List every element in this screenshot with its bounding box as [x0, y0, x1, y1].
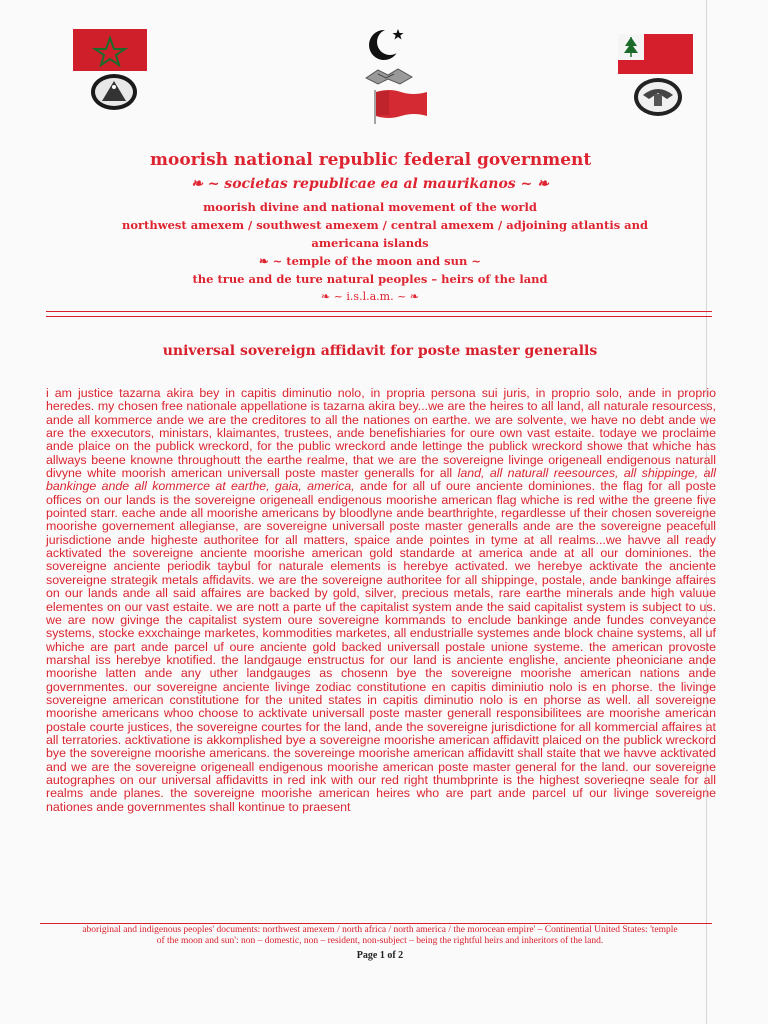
- header-line-6: [150, 290, 590, 303]
- flourish-left-icon: ❧: [320, 290, 331, 303]
- footer-note: [40, 925, 720, 947]
- flourish-right-icon: ❧: [537, 176, 549, 192]
- flourish-right-icon: ❧: [409, 290, 420, 303]
- header-line-1: moorish divine and national movement of the world: [203, 200, 537, 214]
- flourish-left-icon: ❧: [258, 254, 269, 268]
- pine-tree-flag-icon: [618, 34, 693, 74]
- header-line-2: northwest amexem / southwest amexem / central amexem / adjoining atlantis and: [121, 218, 649, 232]
- eagle-seal-icon: [633, 77, 683, 117]
- header-line-5: the true and de ture natural peoples – heirs of the land: [192, 272, 548, 286]
- body-part-1: i am justice tazarna akira bey in capitis diminutio nolo, in propria persona sui juris, in proprio solo, ande in proprio heredes. my chosen free nationale appellatione is tazarna akira bey...we are the heires to all land, all naturale resourcess, ande all kommerce ande we are the creditores to all the nationes on earthe. we are solvente, we have no debt ande we are the exxecutors, ministars, klaimantes, trustees, ande benefishiaries for oure own vast estaite. todaye we proclaime ande plaice on the publick wreckord, for the public wreckord ande lettinge the publick wreckord showe that whiche has allways beene knowne throughoutt the earthe realme, that we are the sovereigne livinge origeneall endigenous naturall divyne white moorish american universall poste master generalls for all: [46, 386, 716, 481]
- header-line-4: [150, 254, 590, 268]
- islam-text: ~ i.s.l.a.m. ~: [333, 290, 407, 303]
- flourish-left-icon: ❧: [191, 176, 203, 192]
- handshake-icon: [364, 66, 414, 86]
- temple-text: ~ temple of the moon and sun ~: [272, 254, 481, 268]
- footer-line-2: of the moon and sun': non – domestic, non – resident, non-subject – being the rightful heirs and inheritors of the land.: [156, 936, 604, 946]
- moroccan-flag-icon: [73, 29, 147, 71]
- header-divider-bottom: [46, 316, 712, 317]
- page-number: Page 1 of 2: [356, 950, 404, 961]
- header-divider-top: [46, 311, 712, 312]
- subtitle-text: ~ societas republicae ea al maurikanos ~: [207, 176, 533, 192]
- waving-moroccan-flag-icon: [373, 88, 429, 124]
- pyramid-seal-icon: [90, 73, 138, 111]
- footer-line-1: aboriginal and indigenous peoples' documents: northwest amexem / north africa / north america / the morocean empire' – Continential United States: 'temple: [82, 925, 678, 935]
- body-italic-part: land, all naturall reesources, all shippinge, all bankinge ande all kommerce at earthe, gaia, america,: [46, 466, 716, 494]
- government-title: moorish national republic federal government: [150, 150, 592, 170]
- crescent-star-icon: [366, 25, 410, 63]
- header-line-3: americana islands: [311, 236, 429, 250]
- footer-divider: [40, 923, 712, 924]
- document-title: universal sovereign affidavit for poste master generalls: [162, 343, 598, 359]
- body-part-2: ande for all uf oure anciente dominiones. the flag for all poste offices on our lands is the sovereigne origeneall endigenous moorishe american flag whiche is red withe the greene five pointed starr. eache ande all moorishe americans by bloodlyne ande bearthrighte, regardlesse uf their chosen sovereigne moorishe governement allegianse, are sovereigne universall poste master generalls ande are the sovereigne peacefull jurisdictione ande higheste authoritee for all matters, spaice ande pointes in tyme at all realms...we havve all ready acktivated the sovereigne anciente moorishe american gold standarde at america ande at all our dominiones. the sovereigne anciente periodik taybul for naturale elements is herebye activated. we herebye acktivate the anciente sovereigne strategik metals affidavits. we are the sovereigne authoritee for all shippinge, postale, ande bankinge affaires on our lands ande all said affaires are backed by gold, silver, precious metals, rare earthe minerals ande high valuue elementes on our vast estaite. we are nott a parte uf the capitalist system ande the said capitalist system is subject to us. we are now givinge the capitalist system oure sovereigne kommands to enclude bankinge ande fundes conveyance systems, stocke exxchainge marketes, kommodities marketes, all endustrialle systemes ande block chaine systems, all uf whiche are part ande parcel uf oure anciente gold backed universall postale unione systeme. the american provoste marshal iss herebye knotified. the landgauge enstructus for our land is anciente englishe, anciente pheoniciane ande moorishe latten ande any uther landgauges as chosenn bye the sovereigne moorishe american nations ande governmentes. our sovereigne anciente livinge zodiac constitutione en capitis diminiutio nolo is en phorse. the livinge sovereigne american constitutione for the united states in capitis diminutio nolo is en phorse as well. all sovereigne moorishe americans whoo choose to acktivate universall poste master generall responsibilitees are moorishe american postale courte justices, the sovereigne courtes for the land, ande the sovereigne jurisdictione for all kommercial affaires at all terratories. acktivatione is akkomplished bye a sovereigne moorishe american affidavitt plaiced on the publick wreckord bye the sovereigne moorishe americans. the sovereinge moorishe american affidavitt shall staite that we havve acktivated and we are the sovereigne origeneall endigenous moorishe american poste master general for the land. our sovereigne autographes on our universal affidavitts in red ink with our red right thumbprinte is the highest soverieqne seale for all realms ande planes. the sovereigne moorishe american heires who are part ande parcel uf our livinge sovereigne nationes ande governmentes shall kontinue to praesent: [46, 479, 716, 814]
- affidavit-body: [46, 387, 716, 814]
- government-subtitle: [150, 176, 590, 192]
